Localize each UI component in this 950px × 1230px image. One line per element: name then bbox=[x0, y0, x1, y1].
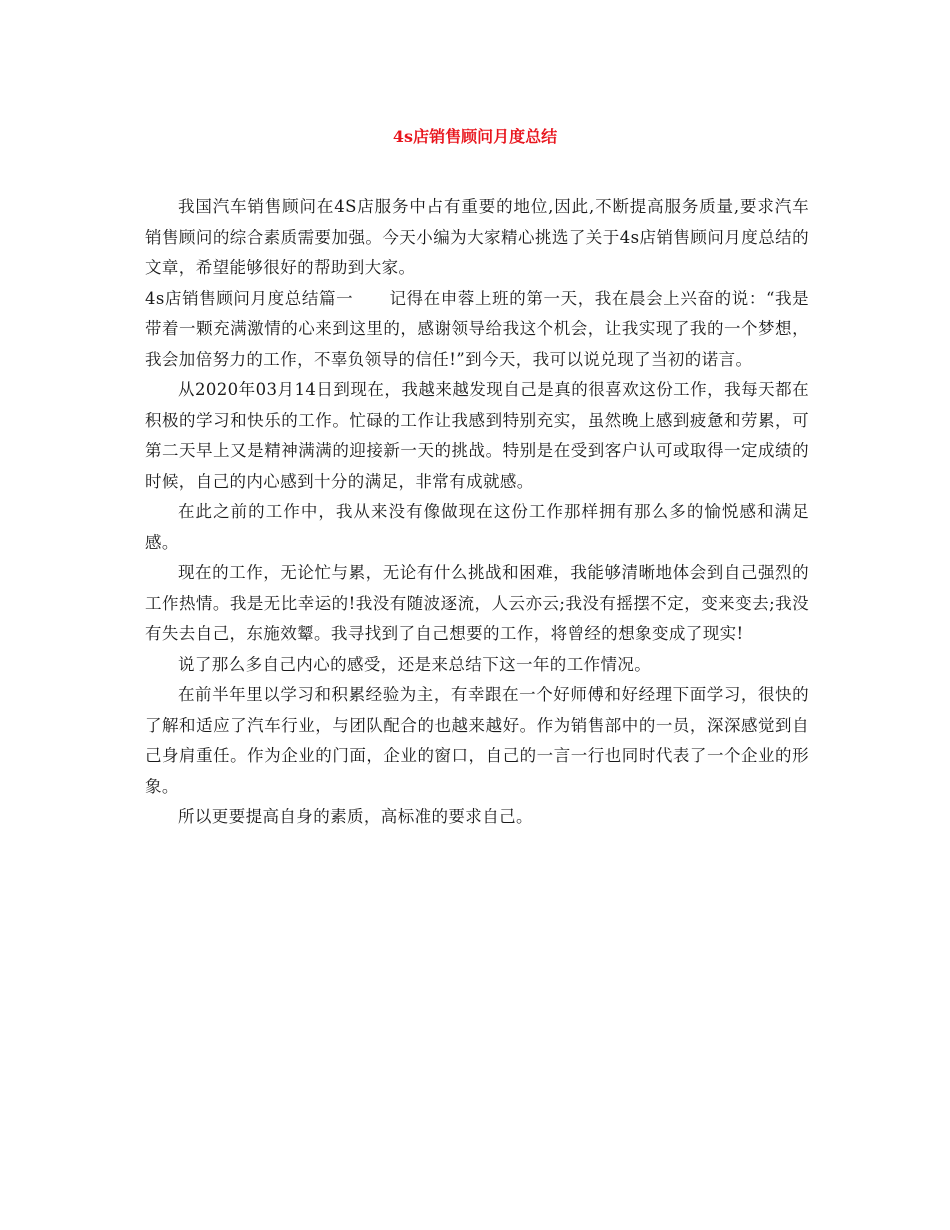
body-paragraph: 在前半年里以学习和积累经验为主，有幸跟在一个好师傅和好经理下面学习，很快的了解和适应了汽车行业，与团队配合的也越来越好。作为销售部中的一员，深深感觉到自己身肩重任。作为企业的门面，企业的窗口，自己的一言一行也同时代表了一个企业的形象。 bbox=[145, 685, 809, 796]
body-paragraph: 在此之前的工作中，我从来没有像做现在这份工作那样拥有那么多的愉悦感和满足感。 bbox=[145, 502, 809, 552]
document-body bbox=[145, 192, 809, 833]
section-first-paragraph: 记得在申蓉上班的第一天，我在晨会上兴奋的说：“我是带着一颗充满激情的心来到这里的，感谢领导给我这个机会，让我实现了我的一个梦想，我会加倍努力的工作，不辜负领导的信任!”到今天，我可以说兑现了当初的诺言。 bbox=[145, 288, 810, 369]
body-paragraph: 所以更要提高自身的素质，高标准的要求自己。 bbox=[178, 807, 533, 826]
intro-paragraph: 我国汽车销售顾问在4S店服务中占有重要的地位,因此,不断提高服务质量,要求汽车销售顾问的综合素质需要加强。今天小编为大家精心挑选了关于4s店销售顾问月度总结的文章，希望能够很好的帮助到大家。 bbox=[145, 197, 809, 277]
body-paragraph: 现在的工作，无论忙与累，无论有什么挑战和困难，我能够清晰地体会到自己强烈的工作热情。我是无比幸运的!我没有随波逐流，人云亦云;我没有摇摆不定，变来变去;我没有失去自己，东施效颦。我寻找到了自己想要的工作，将曾经的想象变成了现实! bbox=[145, 563, 809, 643]
section-paragraph bbox=[145, 284, 809, 376]
document-title: 4s店销售顾问月度总结 bbox=[392, 127, 558, 146]
body-paragraph: 说了那么多自己内心的感受，还是来总结下这一年的工作情况。 bbox=[178, 654, 652, 674]
body-paragraph: 从2020年03月14日到现在，我越来越发现自己是真的很喜欢这份工作，我每天都在积极的学习和快乐的工作。忙碌的工作让我感到特别充实，虽然晚上感到疲惫和劳累，可第二天早上又是精神满满的迎接新一天的挑战。特别是在受到客户认可或取得一定成绩的时候，自己的内心感到十分的满足，非常有成就感。 bbox=[145, 380, 809, 491]
section-heading: 4s店销售顾问月度总结篇一 bbox=[145, 288, 354, 308]
